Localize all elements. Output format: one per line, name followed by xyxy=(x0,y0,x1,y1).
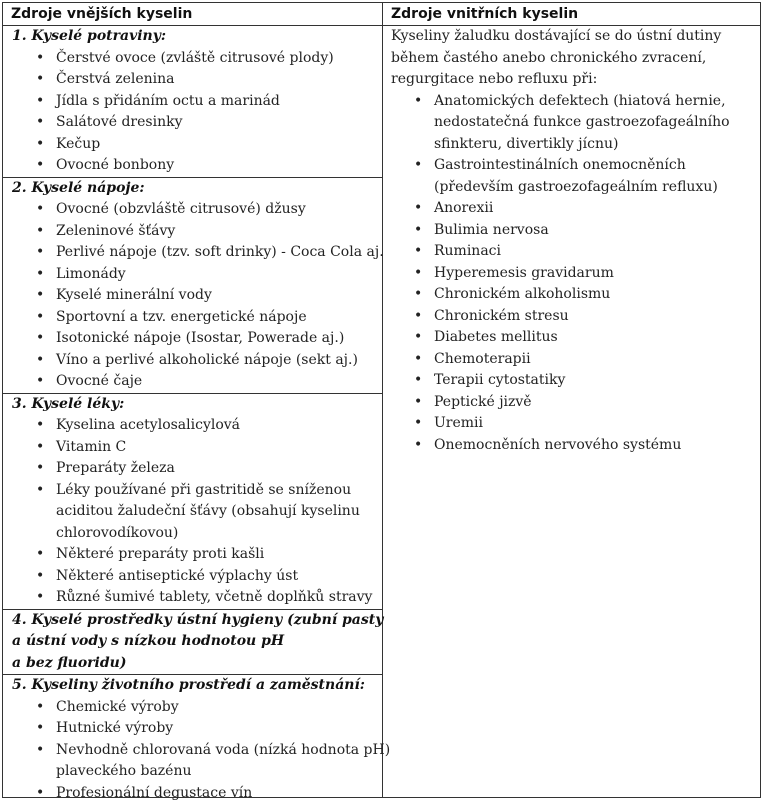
list-item-continuation: aciditou žaludeční šťávy (obsahují kyselinu xyxy=(56,501,360,523)
list-item: • Kyselé minerální vody xyxy=(56,285,212,307)
list-item: • Kyselina acetylosalicylová xyxy=(56,415,240,437)
list-item: • Ovocné čaje xyxy=(56,371,142,393)
list-item-continuation: chlorovodíkovou) xyxy=(56,523,178,545)
list-item: • Onemocněních nervového systému xyxy=(434,435,681,457)
list-item: • Nevhodně chlorovaná voda (nízká hodnota pH) xyxy=(56,740,390,762)
list-item: • Čerstvá zelenina xyxy=(56,69,175,91)
list-item: • Vitamin C xyxy=(56,437,126,459)
list-item: • Léky používané při gastritidě se sníženou xyxy=(56,480,351,502)
list-item: • Víno a perlivé alkoholické nápoje (sekt aj.) xyxy=(56,350,358,372)
list-item: • Hyperemesis gravidarum xyxy=(434,263,614,285)
list-item: • Bulimia nervosa xyxy=(434,220,549,242)
header-internal-acids: Zdroje vnitřních kyselin xyxy=(391,6,578,22)
section-title: 4. Kyselé prostředky ústní hygieny (zubní pasty xyxy=(12,610,383,632)
list-item: • Limonády xyxy=(56,264,126,286)
list-item: • Salátové dresinky xyxy=(56,112,182,134)
list-item: • Ovocné bonbony xyxy=(56,155,174,177)
list-item: • Různé šumivé tablety, včetně doplňků stravy xyxy=(56,587,372,609)
section-title: a ústní vody s nízkou hodnotou pH xyxy=(12,631,284,653)
intro-text: během častého anebo chronického zvracení, xyxy=(391,48,706,70)
list-item: • Gastrointestinálních onemocněních xyxy=(434,155,686,177)
acid-sources-table xyxy=(2,2,761,798)
section-title: 1. Kyselé potraviny: xyxy=(12,26,166,48)
section-title: a bez fluoridu) xyxy=(12,653,126,675)
list-item: • Terapii cytostatiky xyxy=(434,370,565,392)
list-item: • Některé antiseptické výplachy úst xyxy=(56,566,298,588)
list-item: • Chemické výroby xyxy=(56,697,179,719)
list-item: • Diabetes mellitus xyxy=(434,327,558,349)
list-item: • Perlivé nápoje (tzv. soft drinky) - Coca Cola aj. xyxy=(56,242,384,264)
list-item: • Chemoterapii xyxy=(434,349,531,371)
list-item: • Ovocné (obzvláště citrusové) džusy xyxy=(56,199,306,221)
intro-text: regurgitace nebo refluxu při: xyxy=(391,69,597,91)
list-item-continuation: nedostatečná funkce gastroezofageálního xyxy=(434,112,730,134)
list-item: • Kečup xyxy=(56,134,100,156)
header-external-acids: Zdroje vnějších kyselin xyxy=(11,6,192,22)
section-title: 3. Kyselé léky: xyxy=(12,394,124,416)
section-title: 2. Kyselé nápoje: xyxy=(12,178,145,200)
list-item-continuation: (především gastroezofageálním refluxu) xyxy=(434,177,718,199)
list-item: • Anatomických defektech (hiatová hernie, xyxy=(434,91,726,113)
list-item: • Peptické jizvě xyxy=(434,392,532,414)
list-item: • Uremii xyxy=(434,413,483,435)
list-item: • Zeleninové šťávy xyxy=(56,221,175,243)
column-divider xyxy=(382,3,383,797)
list-item: • Profesionální degustace vín xyxy=(56,783,252,804)
list-item: • Preparáty železa xyxy=(56,458,175,480)
list-item-continuation: plaveckého bazénu xyxy=(56,761,192,783)
list-item: • Hutnické výroby xyxy=(56,718,173,740)
list-item-continuation: sfinkteru, divertikly jícnu) xyxy=(434,134,618,156)
intro-text: Kyseliny žaludku dostávající se do ústní dutiny xyxy=(391,26,721,48)
list-item: • Sportovní a tzv. energetické nápoje xyxy=(56,307,307,329)
list-item: • Isotonické nápoje (Isostar, Powerade aj.) xyxy=(56,328,344,350)
list-item: • Anorexii xyxy=(434,198,493,220)
list-item: • Ruminaci xyxy=(434,241,501,263)
section-title: 5. Kyseliny životního prostředí a zaměstnání: xyxy=(12,675,365,697)
list-item: • Některé preparáty proti kašli xyxy=(56,544,264,566)
list-item: • Chronickém stresu xyxy=(434,306,569,328)
list-item: • Chronickém alkoholismu xyxy=(434,284,610,306)
list-item: • Čerstvé ovoce (zvláště citrusové plody) xyxy=(56,48,334,70)
list-item: • Jídla s přidáním octu a marinád xyxy=(56,91,280,113)
